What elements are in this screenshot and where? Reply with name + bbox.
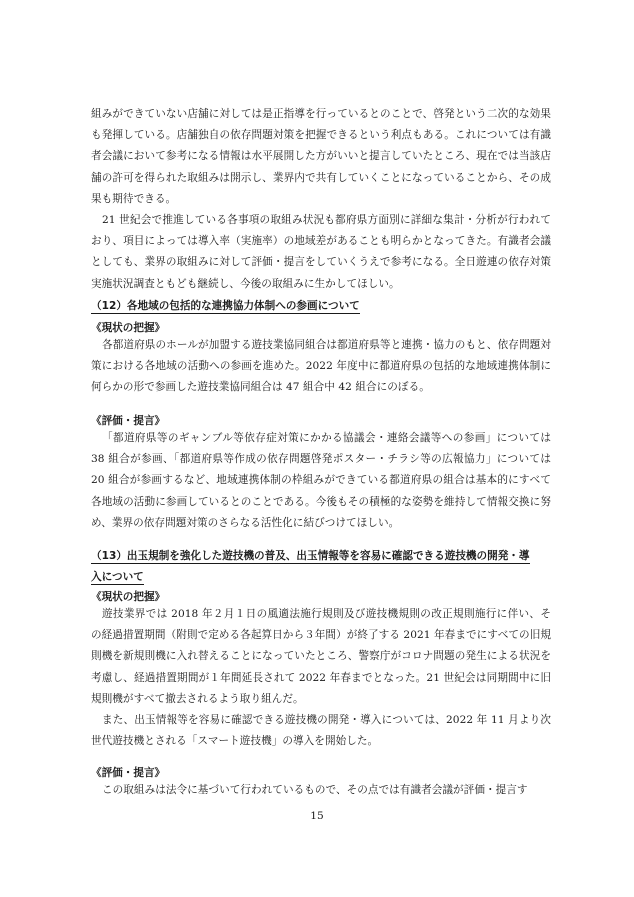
section-13-heading-line1: （13）出玉規制を強化した遊技機の普及、出玉情報等を容易に確認できる遊技機の開発・導	[91, 550, 530, 562]
paragraph-21seikikai: 21 世紀会で推進している各事項の取組み状況も都府県方面別に詳細な集計・分析が行われており、項目によっては導入率（実施率）の地域差があることも明らかとなってきた。有識者会議としても、業界の取組みに対して評価・提言をしていくうえで参考になる。全日遊連の依存対策実施状況調査ともども継続し、今後の取組みに生かしてほしい。	[91, 214, 551, 290]
section-13-eval-text: この取組みは法令に基づいて行われているもので、その点では有識者会議が評価・提言す	[102, 784, 528, 796]
section-12-heading: （12）各地域の包括的な連携協力体制への参画について	[91, 300, 360, 312]
section-12-eval-text: 「都道府県等のギャンブル等依存症対策にかかる協議会・連絡会議等への参画」については 38 組合が参画、「都道府県等作成の依存問題啓発ポスター・チラシ等の広報協力」については 20 組合が参画するなど、地域連携体制の枠組みができている都道府県の組合は基本的にすべて各地域の活動に参画しているとのことである。今後もその積極的な姿勢を維持して情報交換に努め、業界の依存問題対策のさらなる活性化に結びつけてほしい。	[91, 432, 551, 529]
section-13-heading-line2: 入について	[91, 571, 144, 583]
paragraph-continued: 組みができていない店舗に対しては是正指導を行っているとのことで、啓発という二次的な効果も発揮している。店舗独自の依存問題対策を把握できるという利点もある。これについては有識者会議において参考になる情報は水平展開した方がいいと提言していたところ、現在では当該店舗の許可を得られた取組みは開示し、業界内で共有していくことになっていることから、その成果も期待できる。	[91, 108, 551, 205]
section-13-status-p1: 遊技業界では 2018 年２月１日の風適法施行規則及び遊技機規則の改正規則施行に伴い、その経過措置期間（附則で定める各起算日から３年間）が終了する 2021 年春までにすべての旧規則機を新規則機に入れ替えることになっていたところ、警察庁がコロナ問題の発生による状況を考慮し、経過措置期間が１年間延長されて 2022 年春までとなった。21 世紀会は同期間中に旧規則機がすべて撤去されるよう取り組んだ。	[91, 608, 551, 705]
section-13-status-p2: また、出玉情報等を容易に確認できる遊技機の開発・導入については、2022 年 11 月より次世代遊技機とされる「スマート遊技機」の導入を開始した。	[91, 714, 551, 748]
section-12-status-text: 各都道府県のホールが加盟する遊技業協同組合は都道府県等と連携・協力のもと、依存問題対策における各地域の活動への参画を進めた。2022 年度中に都道府県の包括的な地域連携体制に何らかの形で参画した遊技業協同組合は 47 組合中 42 組合にのぼる。	[91, 339, 551, 394]
section-12-eval-label: 《評価・提言》	[91, 415, 166, 427]
section-12-status-label: 《現状の把握》	[91, 322, 166, 334]
section-13-eval-label: 《評価・提言》	[91, 767, 166, 779]
page-number: 15	[310, 810, 324, 822]
section-13-status-label: 《現状の把握》	[91, 591, 166, 603]
